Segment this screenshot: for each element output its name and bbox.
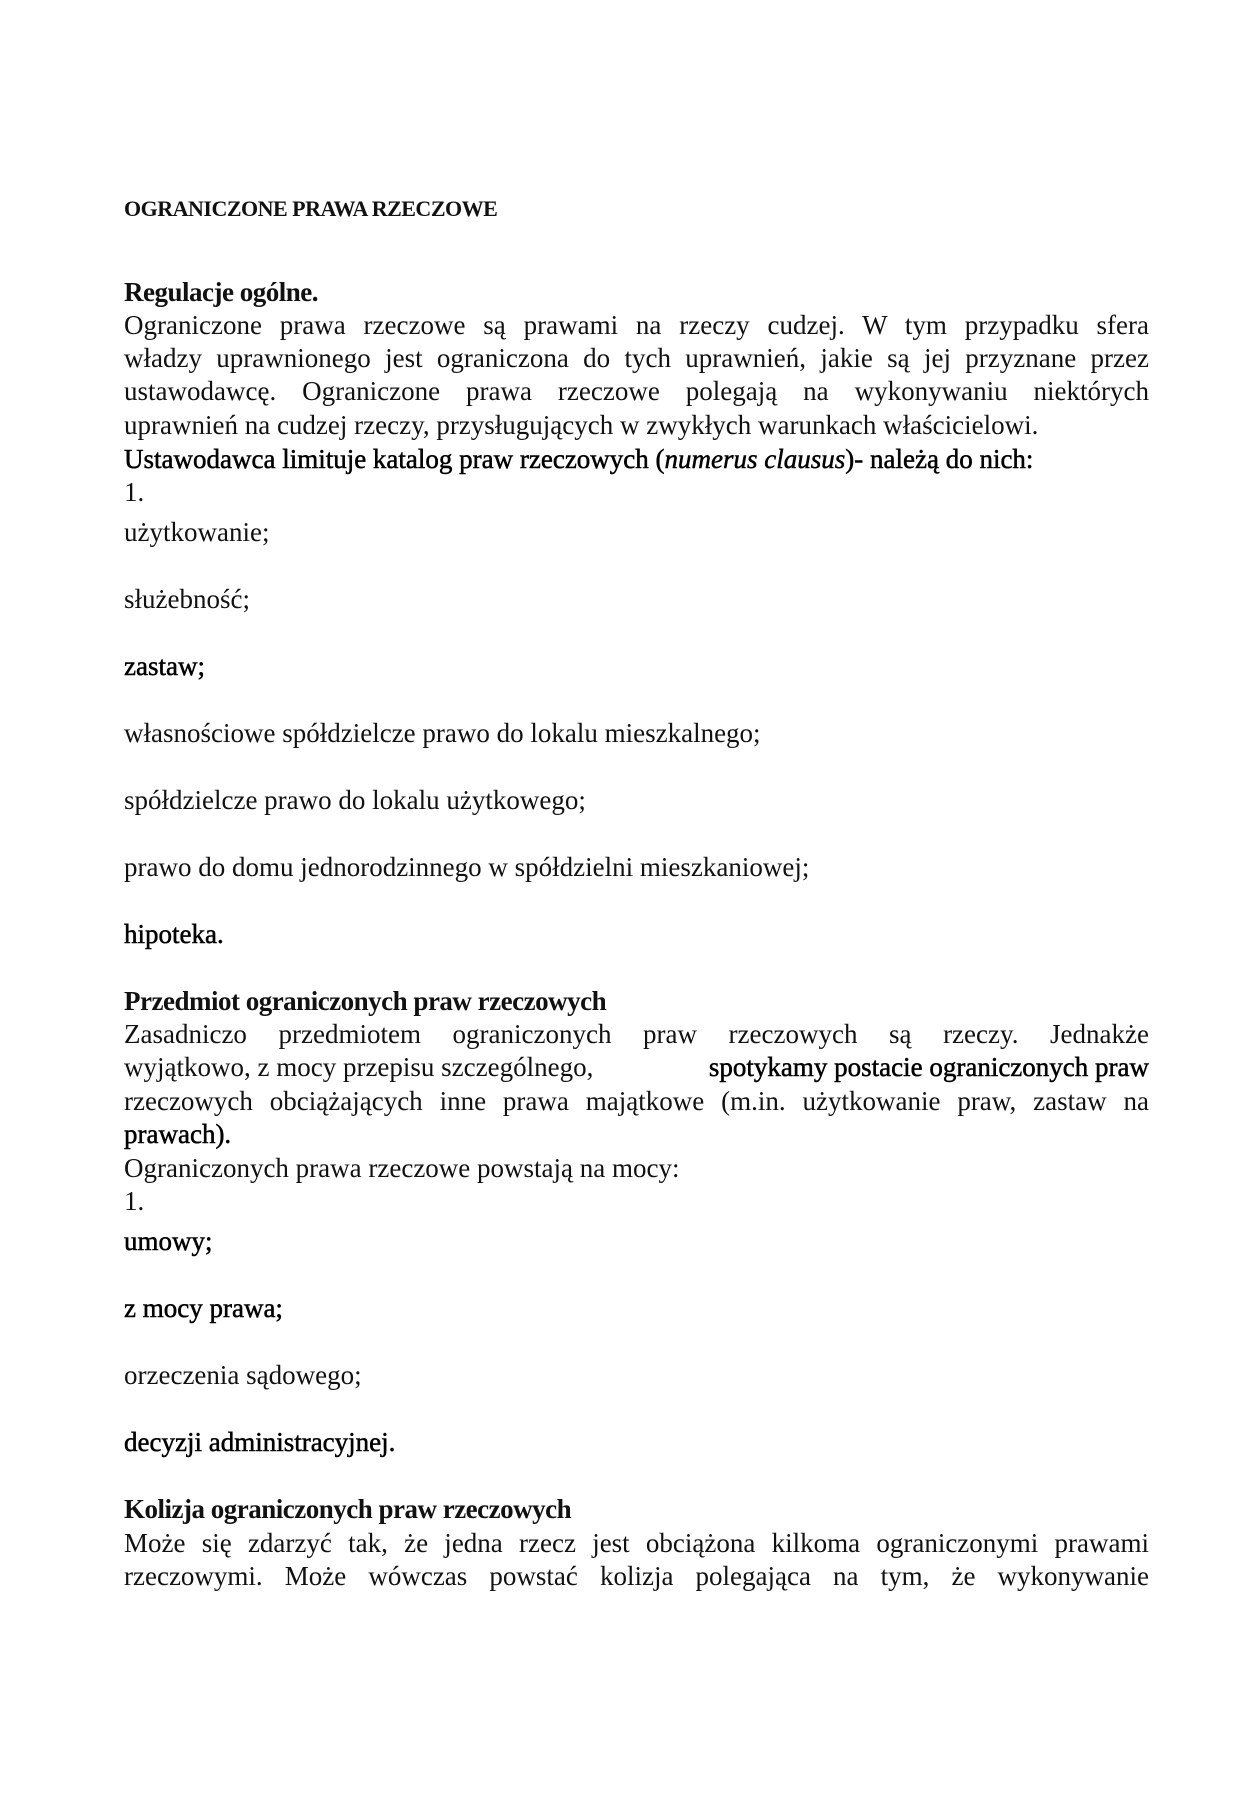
list-item: własnościowe spółdzielcze prawo do lokalu mieszkalnego; <box>124 718 761 748</box>
list-item: orzeczenia sądowego; <box>124 1360 362 1390</box>
paragraph-line: rzeczowymi. Może wówczas powstać kolizja polegająca na tym, że wykonywanie <box>124 1561 1149 1591</box>
list-item: użytkowanie; <box>124 517 270 547</box>
section-heading-collision: Kolizja ograniczonych praw rzeczowych <box>124 1494 572 1524</box>
list-item: decyzji administracyjnej. <box>124 1427 396 1457</box>
document-title: OGRANICZONE PRAWA RZECZOWE <box>124 196 498 221</box>
paragraph-line: ustawodawcę. Ograniczone prawa rzeczowe polegają na wykonywaniu niektórych <box>124 376 1149 406</box>
paragraph-line: Ograniczonych prawa rzeczowe powstają na mocy: <box>124 1153 680 1183</box>
list-item: służebność; <box>124 584 250 614</box>
paragraph-line: prawach). <box>124 1119 232 1149</box>
paragraph-line: uprawnień na cudzej rzeczy, przysługujących w zwykłych warunkach właścicielowi. <box>124 410 1039 440</box>
list-item: prawo do domu jednorodzinnego w spółdzielni mieszkaniowej; <box>124 852 810 882</box>
list-item: z mocy prawa; <box>124 1293 283 1323</box>
section-heading-subject: Przedmiot ograniczonych praw rzeczowych <box>124 986 607 1016</box>
paragraph-line: rzeczowych obciążających inne prawa majątkowe (m.in. użytkowanie praw, zastaw na <box>124 1086 1149 1116</box>
list-number: 1. <box>124 1186 145 1216</box>
section-heading-general: Regulacje ogólne. <box>124 277 318 307</box>
list-item: hipoteka. <box>124 919 224 949</box>
list-number: 1. <box>124 477 145 507</box>
paragraph-line: Ograniczone prawa rzeczowe są prawami na rzeczy cudzej. W tym przypadku sfera <box>124 310 1149 340</box>
line-text: wyjątkowo, z mocy przepisu szczególnego, <box>124 1052 594 1082</box>
list-item: umowy; <box>124 1226 213 1256</box>
catalog-italic: numerus clausus <box>664 444 846 474</box>
paragraph-line <box>124 1051 1149 1084</box>
catalog-text: Ustawodawca limituje katalog praw rzeczowych ( <box>124 444 665 474</box>
paragraph-line: Może się zdarzyć tak, że jedna rzecz jest obciążona kilkoma ograniczonymi prawami <box>124 1528 1149 1558</box>
line-text-emphasis: spotykamy postacie ograniczonych praw <box>708 1052 1149 1082</box>
list-item: spółdzielcze prawo do lokalu użytkowego; <box>124 785 586 815</box>
paragraph-line: władzy uprawnionego jest ograniczona do tych uprawnień, jakie są jej przyznane przez <box>124 343 1149 373</box>
catalog-text-end: )- należą do nich: <box>845 444 1034 474</box>
list-item: zastaw; <box>124 651 205 681</box>
paragraph-line: Zasadniczo przedmiotem ograniczonych praw rzeczowych są rzeczy. Jednakże <box>124 1019 1149 1049</box>
catalog-line <box>124 443 1149 476</box>
